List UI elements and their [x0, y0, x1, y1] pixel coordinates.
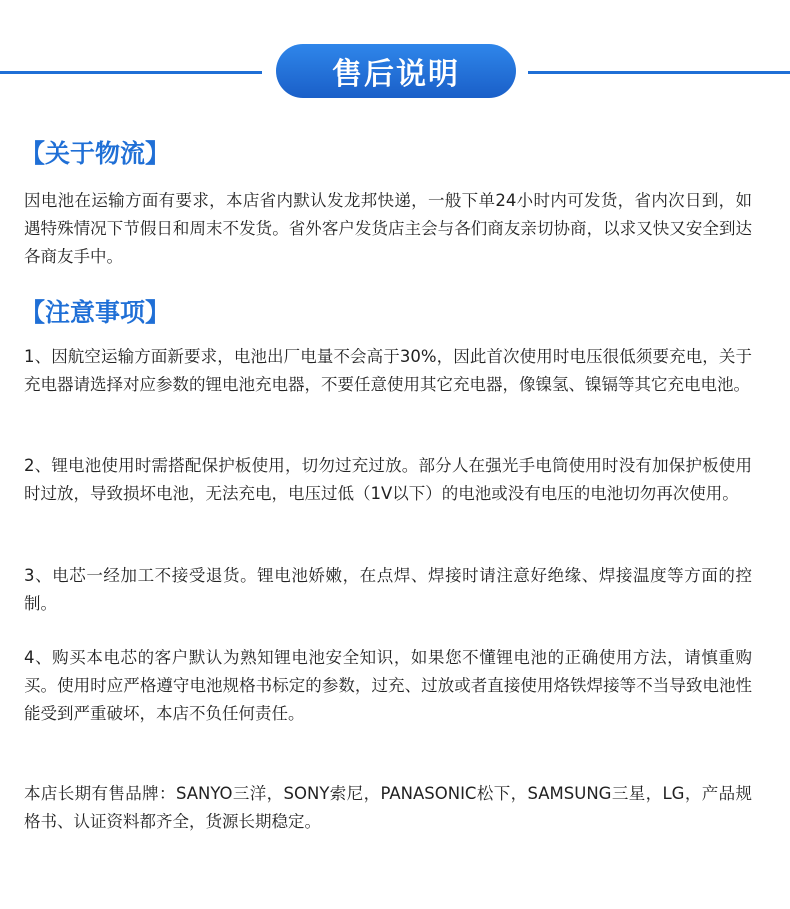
brands-paragraph: 本店长期有售品牌：SANYO三洋，SONY索尼，PANASONIC松下，SAMSUNG三星，LG，产品规格书、认证资料都齐全，货源长期稳定。 — [24, 784, 752, 831]
note-item-1: 1、因航空运输方面新要求，电池出厂电量不会高于30%，因此首次使用时电压很低须要充电，关于充电器请选择对应参数的锂电池充电器，不要任意使用其它充电器，像镍氢、镍镉等其它充电电池。 — [24, 347, 752, 394]
logistics-heading: 【关于物流】 — [20, 139, 171, 168]
header-divider-right — [528, 71, 790, 74]
note-item-2: 2、锂电池使用时需搭配保护板使用，切勿过充过放。部分人在强光手电筒使用时没有加保护板使用时过放，导致损坏电池，无法充电，电压过低（1V以下）的电池或没有电压的电池切勿再次使用。 — [24, 456, 752, 503]
header-divider-left — [0, 71, 262, 74]
notes-heading: 【注意事项】 — [20, 298, 171, 327]
note-item-4: 4、购买本电芯的客户默认为熟知锂电池安全知识，如果您不懂锂电池的正确使用方法，请慎重购买。使用时应严格遵守电池规格书标定的参数，过充、过放或者直接使用烙铁焊接等不当导致电池性能受到严重破坏，本店不负任何责任。 — [24, 648, 752, 723]
logistics-paragraph: 因电池在运输方面有要求，本店省内默认发龙邦快递，一般下单24小时内可发货，省内次日到，如遇特殊情况下节假日和周末不发货。省外客户发货店主会与各们商友亲切协商，以求又快又安全到达各商友手中。 — [24, 191, 752, 266]
page-title: 售后说明 — [276, 44, 516, 98]
note-item-3: 3、电芯一经加工不接受退货。锂电池娇嫩，在点焊、焊接时请注意好绝缘、焊接温度等方面的控制。 — [24, 566, 752, 613]
